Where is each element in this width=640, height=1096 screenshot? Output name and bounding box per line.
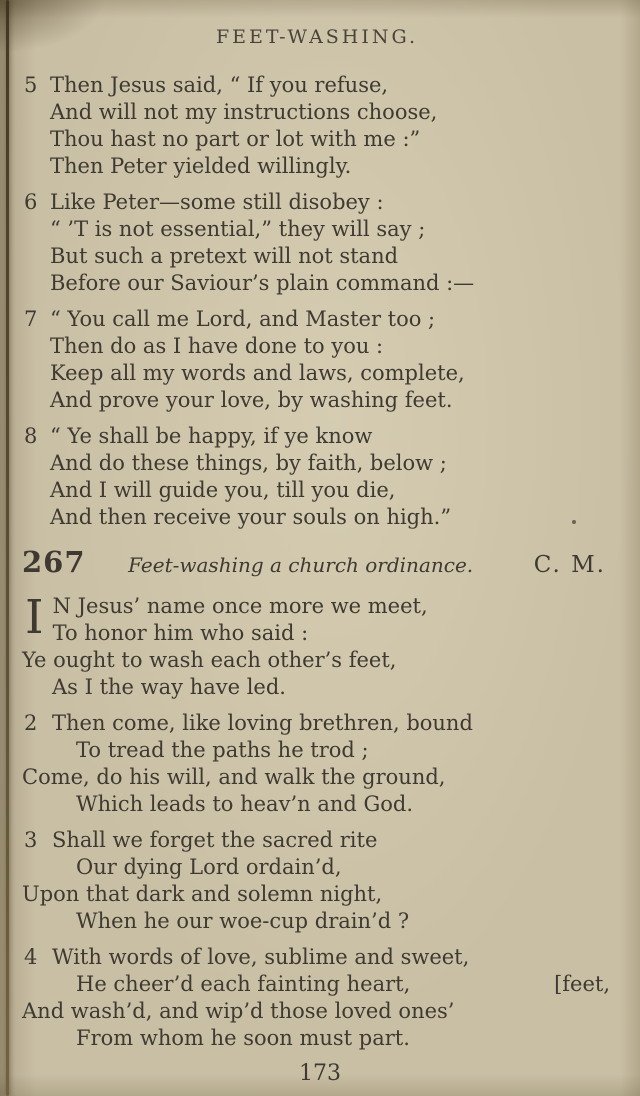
running-header: FEET-WASHING. — [215, 26, 419, 48]
verse-line — [22, 243, 612, 270]
verse-line-text: To honor him who said : — [52, 621, 309, 645]
drop-cap: I — [25, 590, 44, 645]
verse-line-text: Our dying Lord ordain’d, — [76, 855, 342, 879]
page-number: 173 — [299, 1061, 341, 1086]
verse — [22, 423, 612, 531]
verse-line-text: Upon that dark and solemn night, — [22, 882, 383, 906]
verse-number: 2 — [24, 711, 38, 735]
verse-line — [22, 593, 612, 620]
hymn-title: Feet-washing a church ordinance. — [128, 553, 474, 577]
verse-line — [22, 1025, 612, 1052]
verse-number: 3 — [24, 828, 38, 852]
verse-line-text: N Jesus’ name once more we meet, — [52, 594, 428, 618]
verse-body — [22, 827, 612, 935]
verse-line-text: He cheer’d each fainting heart, — [76, 972, 411, 996]
hymn-meter: C. M. — [533, 552, 606, 578]
page-content — [22, 26, 612, 1061]
verse — [22, 944, 612, 1052]
verse-number: 8 — [24, 424, 38, 448]
verse-line — [22, 333, 612, 360]
hymn-verses — [22, 590, 612, 1052]
hymn-heading — [22, 545, 612, 579]
verse-line — [22, 153, 612, 180]
verse-body — [22, 944, 612, 1052]
verse — [22, 306, 612, 414]
verse-line — [22, 791, 612, 818]
verse-line — [22, 126, 612, 153]
verse-line — [22, 216, 612, 243]
verse-line — [22, 423, 612, 450]
verse-line-text: Then do as I have done to you : — [50, 334, 384, 358]
verse-number: 6 — [24, 190, 38, 214]
hymn-number: 267 — [22, 545, 86, 579]
verse-line-text: Ye ought to wash each other’s feet, — [22, 648, 397, 672]
hymn-continuation-verses — [22, 72, 612, 531]
verse-body — [22, 189, 612, 297]
verse-line — [22, 908, 612, 935]
verse-line — [22, 189, 612, 216]
verse-line — [22, 360, 612, 387]
verse-line-text: To tread the paths he trod ; — [76, 738, 369, 762]
verse-line — [22, 674, 612, 701]
verse-line-text: When he our woe-cup drain’d ? — [76, 909, 410, 933]
verse-line-text: As I the way have led. — [52, 675, 286, 699]
verse-line-text: And I will guide you, till you die, — [50, 478, 396, 502]
verse-line — [22, 944, 612, 971]
verse-line — [22, 620, 612, 647]
verse-number: 5 — [24, 73, 38, 97]
verse-line-text: And then receive your souls on high.” — [50, 505, 452, 529]
verse-line-text: And do these things, by faith, below ; — [50, 451, 447, 475]
verse — [22, 72, 612, 180]
verse-line-text: Then Jesus said, “ If you refuse, — [50, 73, 389, 97]
verse-line-text: Shall we forget the sacred rite — [52, 828, 378, 852]
verse-line — [22, 387, 612, 414]
verse-line-text: From whom he soon must part. — [76, 1026, 410, 1050]
ink-spot — [572, 520, 576, 524]
verse-line-text: And wash’d, and wip’d those loved ones’ — [22, 999, 455, 1023]
verse-line-text: Before our Saviour’s plain command :— — [50, 271, 475, 295]
verse-body — [22, 306, 612, 414]
verse-line-text: “ You call me Lord, and Master too ; — [50, 307, 436, 331]
verse-line — [22, 764, 612, 791]
verse-line — [22, 99, 612, 126]
verse — [22, 590, 612, 701]
verse-line — [22, 881, 612, 908]
verse-line — [22, 827, 612, 854]
verse-line-text: Like Peter—some still disobey : — [50, 190, 384, 214]
verse-number: 4 — [24, 945, 38, 969]
verse-body — [22, 423, 612, 531]
verse — [22, 710, 612, 818]
verse — [22, 189, 612, 297]
verse-line-text: Thou hast no part or lot with me :” — [50, 127, 421, 151]
verse-line — [22, 998, 612, 1025]
verse-line-text: Then come, like loving brethren, bound — [52, 711, 473, 735]
verse-line-text: And prove your love, by washing feet. — [50, 388, 453, 412]
verse — [22, 827, 612, 935]
verse-line — [22, 504, 612, 531]
verse-line-text: With words of love, sublime and sweet, — [52, 945, 470, 969]
verse-body — [22, 710, 612, 818]
verse-line — [22, 854, 612, 881]
verse-number: 7 — [24, 307, 38, 331]
verse-line-text: Which leads to heav’n and God. — [76, 792, 414, 816]
verse-line-text: Then Peter yielded willingly. — [50, 154, 352, 178]
verse-line — [22, 737, 612, 764]
verse-body — [22, 72, 612, 180]
verse-line — [22, 710, 612, 737]
catchword: [feet, — [554, 972, 610, 996]
verse-line — [22, 72, 612, 99]
verse-line-text: Keep all my words and laws, complete, — [50, 361, 465, 385]
verse-line — [22, 270, 612, 297]
verse-line — [22, 477, 612, 504]
verse-line — [22, 647, 612, 674]
verse-line-text: But such a pretext will not stand — [50, 244, 399, 268]
verse-line-text: Come, do his will, and walk the ground, — [22, 765, 446, 789]
page-spine-shadow — [6, 0, 9, 1096]
verse-line — [22, 306, 612, 333]
verse-body — [22, 590, 612, 701]
verse-line — [22, 450, 612, 477]
verse-line-text: “ ’T is not essential,” they will say ; — [50, 217, 426, 241]
verse-line-text: “ Ye shall be happy, if ye know — [50, 424, 373, 448]
verse-line-text: And will not my instructions choose, — [50, 100, 438, 124]
verse-line — [22, 971, 612, 998]
